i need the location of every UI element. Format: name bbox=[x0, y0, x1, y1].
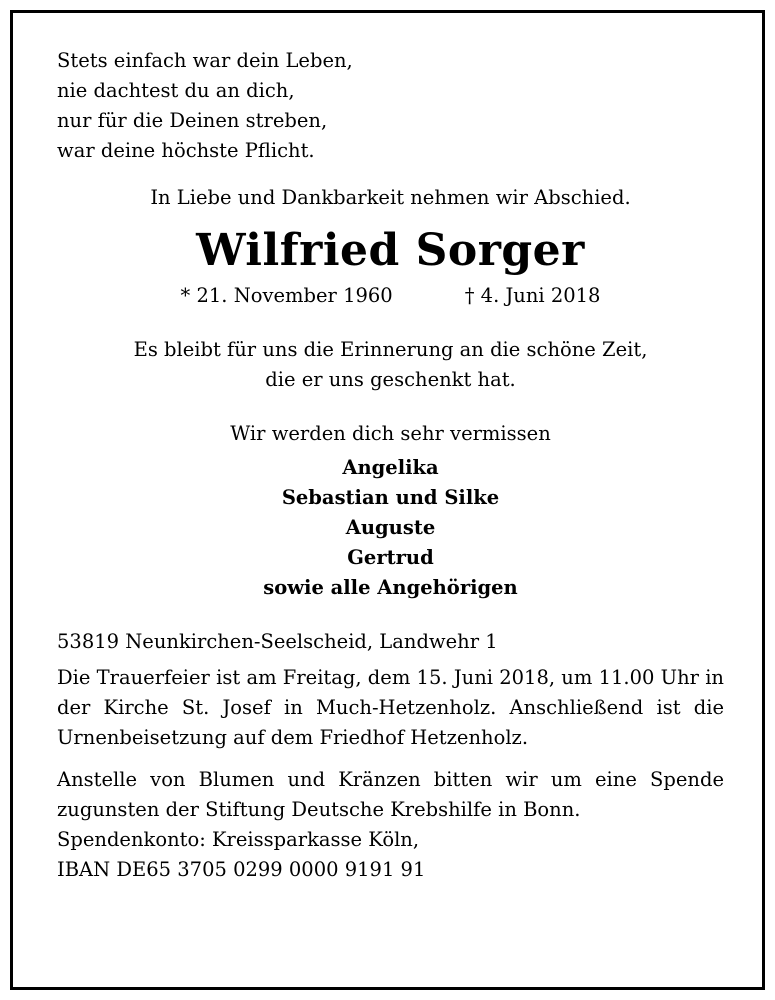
family-member: Angelika bbox=[342, 456, 439, 479]
memory-line: Es bleibt für uns die Erinnerung an die schöne Zeit, bbox=[133, 338, 648, 361]
memory-line: die er uns geschenkt hat. bbox=[265, 368, 516, 391]
life-dates bbox=[57, 281, 724, 311]
family-member: Auguste bbox=[345, 516, 436, 539]
family-member: Sebastian und Silke bbox=[281, 486, 500, 509]
memory-text bbox=[57, 335, 724, 395]
farewell-text: In Liebe und Dankbarkeit nehmen wir Abschied. bbox=[150, 186, 631, 209]
miss-text: Wir werden dich sehr vermissen bbox=[230, 422, 551, 445]
donation-account bbox=[57, 825, 724, 885]
poem bbox=[57, 46, 724, 166]
address: 53819 Neunkirchen-Seelscheid, Landwehr 1 bbox=[57, 630, 498, 653]
funeral-service-text: Die Trauerfeier ist am Freitag, dem 15. Juni 2018, um 11.00 Uhr in der Kirche St. Josef in Much-Hetzenholz. Anschließend ist die Urnenbeisetzung auf dem Friedhof Hetzenholz. bbox=[57, 666, 724, 749]
obituary-content bbox=[57, 46, 724, 885]
family-member: sowie alle Angehörigen bbox=[263, 576, 518, 599]
family-member: Gertrud bbox=[347, 546, 434, 569]
death-date: † 4. Juni 2018 bbox=[464, 284, 601, 307]
poem-line: nie dachtest du an dich, bbox=[57, 79, 295, 102]
poem-line: war deine höchste Pflicht. bbox=[57, 139, 315, 162]
poem-line: nur für die Deinen streben, bbox=[57, 109, 328, 132]
family-list bbox=[57, 453, 724, 603]
account-bank: Spendenkonto: Kreissparkasse Köln, bbox=[57, 828, 420, 851]
donation-text: Anstelle von Blumen und Kränzen bitten wir um eine Spende zugunsten der Stiftung Deutsche Krebshilfe in Bonn. bbox=[57, 768, 724, 821]
birth-date: * 21. November 1960 bbox=[180, 284, 393, 307]
deceased-name: Wilfried Sorger bbox=[196, 225, 585, 276]
poem-line: Stets einfach war dein Leben, bbox=[57, 49, 353, 72]
account-iban: IBAN DE65 3705 0299 0000 9191 91 bbox=[57, 858, 426, 881]
obituary-frame bbox=[10, 10, 765, 990]
